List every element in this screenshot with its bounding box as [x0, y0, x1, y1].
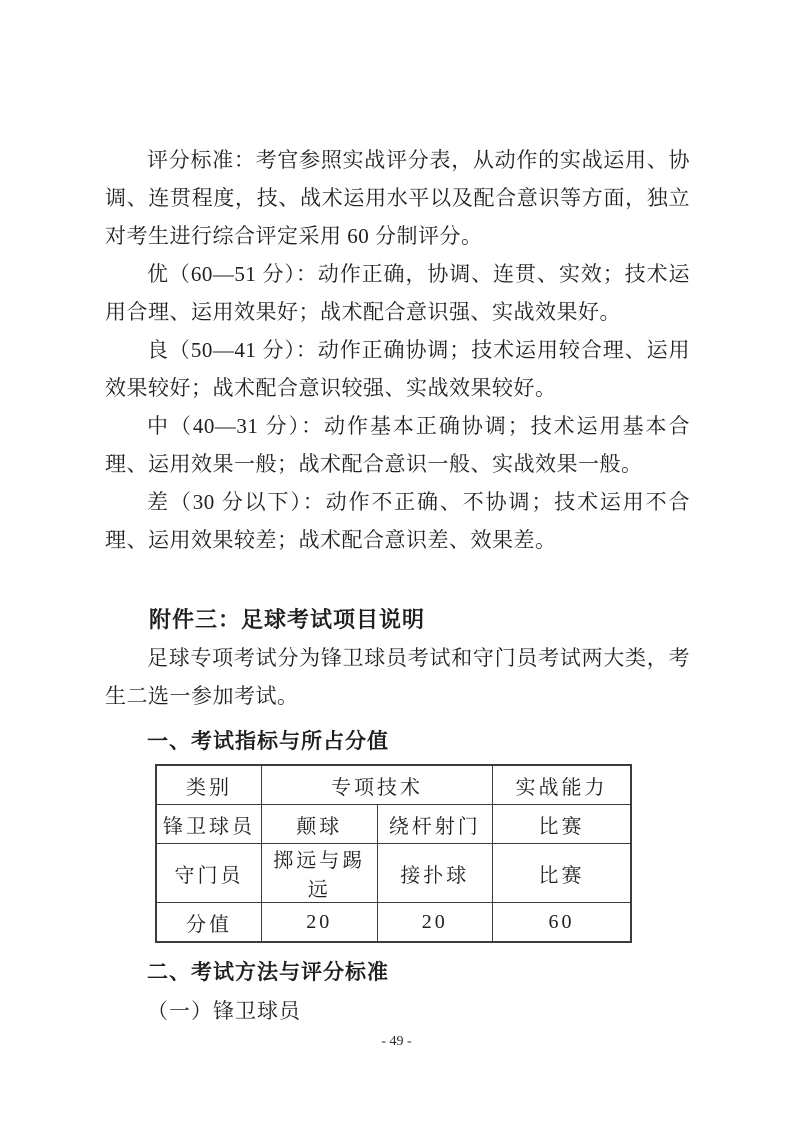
- cell-row1-category: 锋卫球员: [156, 805, 262, 844]
- section2-heading: 二、考试方法与评分标准: [147, 961, 389, 984]
- attachment-heading: 附件三：足球考试项目说明: [149, 607, 426, 632]
- header-cell-category: 类别: [156, 765, 262, 805]
- cell-row1-practical: 比赛: [493, 805, 632, 844]
- header-cell-practical-ability: 实战能力: [493, 765, 632, 805]
- cell-row3-score2: 20: [377, 903, 493, 943]
- paragraph-grade-poor: 差（30 分以下）：动作不正确、不协调；技术运用不合理、运用效果较差；战术配合意识差、效果差。: [105, 490, 690, 552]
- cell-row1-skill1: 颠球: [262, 805, 378, 844]
- paragraph-attachment-intro: 足球专项考试分为锋卫球员考试和守门员考试两大类，考生二选一参加考试。: [105, 646, 690, 708]
- header-cell-special-technique: 专项技术: [262, 765, 493, 805]
- paragraph-grade-good: 良（50—41 分）：动作正确协调；技术运用较合理、运用效果较好；战术配合意识较强、实战效果较好。: [105, 338, 690, 400]
- section1-heading: 一、考试指标与所占分值: [147, 730, 389, 753]
- exam-score-table: [155, 764, 632, 943]
- paragraph-grade-medium: 中（40—31 分）：动作基本正确协调；技术运用基本合理、运用效果一般；战术配合意识一般、实战效果一般。: [105, 414, 690, 476]
- cell-row3-score1: 20: [262, 903, 378, 943]
- paragraph-scoring-standard: 评分标准：考官参照实战评分表，从动作的实战运用、协调、连贯程度，技、战术运用水平以及配合意识等方面，独立对考生进行综合评定采用 60 分制评分。: [105, 148, 690, 248]
- paragraph-grade-excellent: 优（60—51 分）：动作正确，协调、连贯、实效；技术运用合理、运用效果好；战术配合意识强、实战效果好。: [105, 262, 690, 324]
- table-header-row: [156, 765, 631, 805]
- cell-row2-category: 守门员: [156, 844, 262, 903]
- cell-row3-score3: 60: [493, 903, 632, 943]
- cell-row2-skill1: 掷远与踢远: [262, 844, 378, 903]
- table-row: [156, 844, 631, 903]
- table-row: [156, 805, 631, 844]
- cell-row1-skill2: 绕杆射门: [377, 805, 493, 844]
- table-row: [156, 903, 631, 943]
- cell-row2-practical: 比赛: [493, 844, 632, 903]
- page-number: - 49 -: [381, 1034, 412, 1049]
- cell-row2-skill2: 接扑球: [377, 844, 493, 903]
- cell-row3-category: 分值: [156, 903, 262, 943]
- subsection-heading: （一）锋卫球员: [147, 999, 301, 1023]
- page-content: [105, 0, 690, 1030]
